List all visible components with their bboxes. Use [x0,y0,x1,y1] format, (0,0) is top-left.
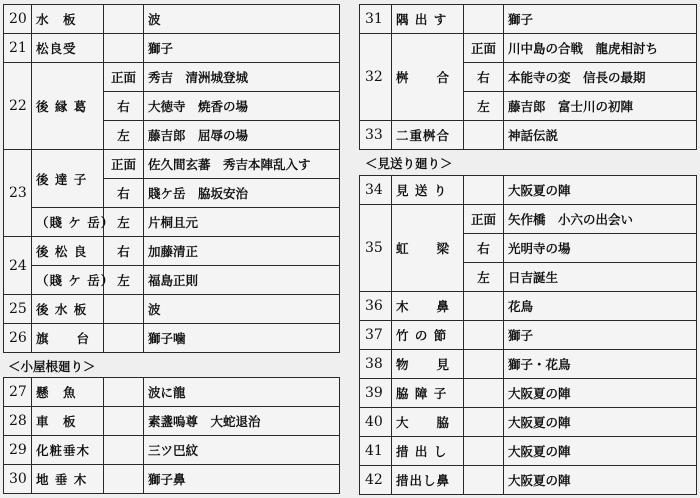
row-number: 27 [4,378,32,407]
table-row [360,408,697,437]
theme-cell: 大阪夏の陣 [504,408,697,437]
table-row [4,266,340,295]
row-number: 28 [4,407,32,436]
row-number: 34 [360,176,392,205]
part-name: 措 出 し [392,437,464,466]
position-cell [464,437,504,466]
table-row [360,292,697,321]
part-name: 懸 魚 [32,378,104,407]
part-name: 木 鼻 [392,292,464,321]
row-number: 31 [360,5,392,34]
part-name: 水 板 [32,5,104,34]
part-name: 地 垂 木 [32,465,104,494]
table-row [4,295,340,324]
position-cell: 右 [464,63,504,92]
part-name: 虹 梁 [392,205,464,292]
theme-cell: 獅子 [504,321,697,350]
position-cell [464,408,504,437]
theme-cell: 藤吉郎 富士川の初陣 [504,92,697,121]
theme-cell: 川中島の合戦 龍虎相討ち [504,34,697,63]
theme-cell: 大阪夏の陣 [504,466,697,495]
table-row [360,205,697,234]
part-name: 後 水 板 [32,295,104,324]
theme-cell: 獅子鼻 [144,465,340,494]
row-number: 37 [360,321,392,350]
row-number: 40 [360,408,392,437]
table-row [4,34,340,63]
part-subname: （賤 ケ 岳） [32,208,104,237]
row-number: 20 [4,5,32,34]
position-cell [464,350,504,379]
position-cell: 正面 [104,63,144,92]
theme-cell: 花鳥 [504,292,697,321]
position-cell: 正面 [464,205,504,234]
theme-cell: 大阪夏の陣 [504,379,697,408]
theme-cell: 矢作橋 小六の出会い [504,205,697,234]
position-cell: 正面 [464,34,504,63]
row-number: 30 [4,465,32,494]
position-cell [464,5,504,34]
table-row [4,208,340,237]
row-number: 25 [4,295,32,324]
theme-cell: 獅子 [144,34,340,63]
theme-cell: 三ツ巴紋 [144,436,340,465]
row-number: 42 [360,466,392,495]
table-row [4,150,340,179]
section-heading-miokuri: ＜見送り廻り＞ [365,156,453,171]
theme-cell: 福島正則 [144,266,340,295]
table-row [4,378,340,407]
table-row [4,436,340,465]
part-name: 松良受 [32,34,104,63]
part-name: 桝 合 [392,34,464,121]
table-row [4,237,340,266]
theme-cell: 秀吉 清洲城登城 [144,63,340,92]
row-number: 21 [4,34,32,63]
theme-cell: 波に龍 [144,378,340,407]
theme-cell: 獅子・花鳥 [504,350,697,379]
table-row [360,5,697,34]
position-cell: 左 [464,263,504,292]
position-cell: 左 [464,92,504,121]
right-top-table [359,4,697,150]
part-name: 化粧垂木 [32,436,104,465]
left-bottom-table [3,377,340,494]
position-cell [104,324,144,353]
row-number: 33 [360,121,392,150]
row-number: 24 [4,237,32,295]
position-cell [464,321,504,350]
part-name: 後 縁 葛 [32,63,104,150]
right-bottom-table [359,175,697,495]
theme-cell: 賤ケ岳 脇坂安治 [144,179,340,208]
row-number: 36 [360,292,392,321]
theme-cell: 藤吉郎 屈辱の場 [144,121,340,150]
row-number: 32 [360,34,392,121]
position-cell [464,121,504,150]
part-name: 物 見 [392,350,464,379]
theme-cell: 日吉誕生 [504,263,697,292]
position-cell [104,436,144,465]
table-row [4,63,340,92]
row-number: 38 [360,350,392,379]
theme-cell: 加藤清正 [144,237,340,266]
table-row [360,437,697,466]
position-cell [464,466,504,495]
theme-cell: 本能寺の変 信長の最期 [504,63,697,92]
position-cell [104,5,144,34]
part-name: 車 板 [32,407,104,436]
table-row [4,465,340,494]
position-cell [104,34,144,63]
part-name: 措出し鼻 [392,466,464,495]
theme-cell: 大阪夏の陣 [504,176,697,205]
position-cell [464,379,504,408]
theme-cell: 大阪夏の陣 [504,437,697,466]
theme-cell: 素盞嗚尊 大蛇退治 [144,407,340,436]
row-number: 26 [4,324,32,353]
row-number: 39 [360,379,392,408]
table-row [360,350,697,379]
part-name: 竹 の 節 [392,321,464,350]
part-name: 見 送 り [392,176,464,205]
position-cell: 左 [104,208,144,237]
theme-cell: 光明寺の場 [504,234,697,263]
theme-cell: 波 [144,5,340,34]
table-row [360,34,697,63]
row-number: 41 [360,437,392,466]
position-cell [104,407,144,436]
part-name: 脇 障 子 [392,379,464,408]
table-row [360,466,697,495]
position-cell: 右 [104,92,144,121]
part-subname: （賤 ケ 岳） [32,266,104,295]
position-cell [104,465,144,494]
theme-cell: 獅子噛 [144,324,340,353]
left-top-table [3,4,340,353]
part-name: 旗 台 [32,324,104,353]
position-cell: 右 [464,234,504,263]
position-cell [464,176,504,205]
position-cell [104,378,144,407]
table-row [360,121,697,150]
part-name: 後 松 良 [32,237,104,266]
position-cell: 右 [104,179,144,208]
theme-cell: 獅子 [504,5,697,34]
part-name: 大 脇 [392,408,464,437]
row-number: 23 [4,150,32,237]
row-number: 22 [4,63,32,150]
section-heading-koyane: ＜小屋根廻り＞ [8,359,96,374]
table-row [4,324,340,353]
theme-cell: 波 [144,295,340,324]
position-cell: 左 [104,121,144,150]
theme-cell: 片桐且元 [144,208,340,237]
position-cell: 右 [104,237,144,266]
table-row [4,5,340,34]
theme-cell: 大徳寺 焼香の場 [144,92,340,121]
part-name: 後 達 子 [32,150,104,208]
part-name: 隅 出 す [392,5,464,34]
table-row [360,379,697,408]
table-row [360,176,697,205]
row-number: 35 [360,205,392,292]
part-name: 二重桝合 [392,121,464,150]
theme-cell: 佐久間玄蕃 秀吉本陣乱入す [144,150,340,179]
position-cell: 左 [104,266,144,295]
position-cell [104,295,144,324]
position-cell [464,292,504,321]
position-cell: 正面 [104,150,144,179]
table-row [4,407,340,436]
table-row [360,321,697,350]
theme-cell: 神話伝説 [504,121,697,150]
row-number: 29 [4,436,32,465]
